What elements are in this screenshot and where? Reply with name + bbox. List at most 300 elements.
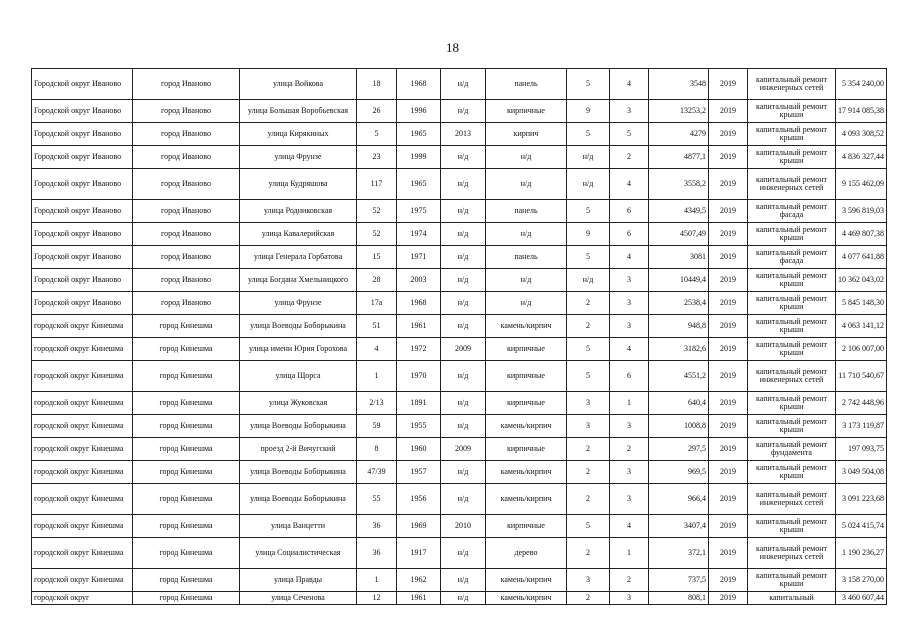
plan-year-cell: 2019 — [709, 269, 748, 292]
house-number-cell: 17а — [357, 292, 397, 315]
table-row — [32, 100, 887, 123]
district-cell: Городской округ Иваново — [32, 246, 133, 269]
plan-year-cell: 2019 — [709, 569, 748, 592]
area-cell: 3407,4 — [649, 515, 709, 538]
street-cell: улица Кавалерийская — [240, 223, 357, 246]
house-number-cell: 18 — [357, 69, 397, 100]
cost-cell: 197 093,75 — [836, 438, 887, 461]
street-cell: улица Воеводы Боборыкина — [240, 415, 357, 438]
house-number-cell: 1 — [357, 569, 397, 592]
floors-cell: 5 — [567, 123, 610, 146]
entrances-cell: 3 — [610, 461, 649, 484]
entrances-cell: 4 — [610, 169, 649, 200]
area-cell: 737,5 — [649, 569, 709, 592]
wall-material-cell: кирпичные — [486, 361, 567, 392]
city-cell: город Иваново — [133, 246, 240, 269]
entrances-cell: 4 — [610, 246, 649, 269]
year-built-cell: 1961 — [397, 315, 441, 338]
cost-cell: 2 106 007,00 — [836, 338, 887, 361]
city-cell: город Кинешма — [133, 461, 240, 484]
work-type-cell: капитальный ремонт инженерных сетей — [748, 169, 836, 200]
district-cell: городской округ Кинешма — [32, 315, 133, 338]
entrances-cell: 3 — [610, 100, 649, 123]
plan-year-cell: 2019 — [709, 69, 748, 100]
cost-cell: 2 742 448,96 — [836, 392, 887, 415]
wall-material-cell: н/д — [486, 292, 567, 315]
cost-cell: 3 460 607,44 — [836, 592, 887, 605]
wall-material-cell: камень/кирпич — [486, 592, 567, 605]
work-type-cell: капитальный ремонт крыши — [748, 515, 836, 538]
year-built-cell: 1971 — [397, 246, 441, 269]
year-built-cell: 1972 — [397, 338, 441, 361]
cost-cell: 4 077 641,88 — [836, 246, 887, 269]
area-cell: 966,4 — [649, 484, 709, 515]
plan-year-cell: 2019 — [709, 200, 748, 223]
area-cell: 3558,2 — [649, 169, 709, 200]
entrances-cell: 4 — [610, 515, 649, 538]
cost-cell: 3 173 119,87 — [836, 415, 887, 438]
cost-cell: 5 845 148,30 — [836, 292, 887, 315]
work-type-cell: капитальный ремонт крыши — [748, 292, 836, 315]
entrances-cell: 3 — [610, 484, 649, 515]
entrances-cell: 6 — [610, 361, 649, 392]
city-cell: город Кинешма — [133, 392, 240, 415]
wall-material-cell: кирпич — [486, 123, 567, 146]
table-row — [32, 146, 887, 169]
plan-year-cell: 2019 — [709, 146, 748, 169]
year-built-cell: 1968 — [397, 292, 441, 315]
plan-year-cell: 2019 — [709, 484, 748, 515]
plan-year-cell: 2019 — [709, 315, 748, 338]
street-cell: улица Ванцетти — [240, 515, 357, 538]
plan-year-cell: 2019 — [709, 246, 748, 269]
cost-cell: 4 093 308,52 — [836, 123, 887, 146]
plan-year-cell: 2019 — [709, 415, 748, 438]
floors-cell: 9 — [567, 100, 610, 123]
year-last-repair-cell: н/д — [441, 246, 486, 269]
district-cell: городской округ Кинешма — [32, 438, 133, 461]
city-cell: город Кинешма — [133, 338, 240, 361]
work-type-cell: капитальный ремонт крыши — [748, 100, 836, 123]
table-row — [32, 315, 887, 338]
street-cell: улица Воеводы Боборыкина — [240, 461, 357, 484]
table-row — [32, 392, 887, 415]
work-type-cell: капитальный ремонт крыши — [748, 146, 836, 169]
area-cell: 640,4 — [649, 392, 709, 415]
year-last-repair-cell: н/д — [441, 146, 486, 169]
district-cell: городской округ Кинешма — [32, 392, 133, 415]
city-cell: город Иваново — [133, 169, 240, 200]
area-cell: 4551,2 — [649, 361, 709, 392]
table-row — [32, 200, 887, 223]
year-built-cell: 1956 — [397, 484, 441, 515]
district-cell: Городской округ Иваново — [32, 146, 133, 169]
house-number-cell: 15 — [357, 246, 397, 269]
cost-cell: 9 155 462,09 — [836, 169, 887, 200]
city-cell: город Кинешма — [133, 438, 240, 461]
street-cell: улица Воеводы Боборыкина — [240, 484, 357, 515]
entrances-cell: 3 — [610, 269, 649, 292]
city-cell: город Иваново — [133, 200, 240, 223]
year-built-cell: 1969 — [397, 515, 441, 538]
city-cell: город Кинешма — [133, 515, 240, 538]
house-number-cell: 117 — [357, 169, 397, 200]
street-cell: улица Щорса — [240, 361, 357, 392]
work-type-cell: капитальный — [748, 592, 836, 605]
cost-cell: 3 091 223,68 — [836, 484, 887, 515]
entrances-cell: 2 — [610, 146, 649, 169]
plan-year-cell: 2019 — [709, 392, 748, 415]
entrances-cell: 3 — [610, 292, 649, 315]
street-cell: улица Кудряшова — [240, 169, 357, 200]
house-number-cell: 52 — [357, 200, 397, 223]
entrances-cell: 4 — [610, 69, 649, 100]
table-row — [32, 246, 887, 269]
district-cell: городской округ Кинешма — [32, 461, 133, 484]
work-type-cell: капитальный ремонт крыши — [748, 338, 836, 361]
table-row — [32, 223, 887, 246]
table-row — [32, 461, 887, 484]
year-built-cell: 1961 — [397, 592, 441, 605]
plan-year-cell: 2019 — [709, 538, 748, 569]
city-cell: город Иваново — [133, 223, 240, 246]
wall-material-cell: камень/кирпич — [486, 415, 567, 438]
plan-year-cell: 2019 — [709, 515, 748, 538]
area-cell: 3081 — [649, 246, 709, 269]
city-cell: город Иваново — [133, 146, 240, 169]
entrances-cell: 2 — [610, 569, 649, 592]
entrances-cell: 1 — [610, 538, 649, 569]
plan-year-cell: 2019 — [709, 438, 748, 461]
city-cell: город Кинешма — [133, 569, 240, 592]
area-cell: 948,8 — [649, 315, 709, 338]
district-cell: Городской округ Иваново — [32, 100, 133, 123]
plan-year-cell: 2019 — [709, 592, 748, 605]
plan-year-cell: 2019 — [709, 292, 748, 315]
year-last-repair-cell: 2010 — [441, 515, 486, 538]
floors-cell: 2 — [567, 292, 610, 315]
district-cell: городской округ Кинешма — [32, 538, 133, 569]
page-number: 18 — [446, 40, 459, 55]
house-number-cell: 4 — [357, 338, 397, 361]
street-cell: улица Социалистическая — [240, 538, 357, 569]
cost-cell: 11 710 540,67 — [836, 361, 887, 392]
year-last-repair-cell: н/д — [441, 361, 486, 392]
plan-year-cell: 2019 — [709, 100, 748, 123]
district-cell: городской округ Кинешма — [32, 569, 133, 592]
year-last-repair-cell: н/д — [441, 461, 486, 484]
street-cell: улица Генерала Горбатова — [240, 246, 357, 269]
year-last-repair-cell: н/д — [441, 269, 486, 292]
plan-year-cell: 2019 — [709, 169, 748, 200]
wall-material-cell: н/д — [486, 223, 567, 246]
work-type-cell: капитальный ремонт инженерных сетей — [748, 69, 836, 100]
floors-cell: н/д — [567, 146, 610, 169]
floors-cell: 3 — [567, 569, 610, 592]
area-cell: 3548 — [649, 69, 709, 100]
house-number-cell: 51 — [357, 315, 397, 338]
floors-cell: 5 — [567, 361, 610, 392]
year-built-cell: 1955 — [397, 415, 441, 438]
city-cell: город Кинешма — [133, 361, 240, 392]
city-cell: город Кинешма — [133, 538, 240, 569]
work-type-cell: капитальный ремонт крыши — [748, 223, 836, 246]
year-last-repair-cell: н/д — [441, 415, 486, 438]
floors-cell: н/д — [567, 169, 610, 200]
entrances-cell: 1 — [610, 392, 649, 415]
work-type-cell: капитальный ремонт крыши — [748, 269, 836, 292]
wall-material-cell: камень/кирпич — [486, 484, 567, 515]
area-cell: 13253,2 — [649, 100, 709, 123]
city-cell: город Иваново — [133, 123, 240, 146]
year-last-repair-cell: н/д — [441, 592, 486, 605]
year-last-repair-cell: 2009 — [441, 338, 486, 361]
work-type-cell: капитальный ремонт крыши — [748, 315, 836, 338]
year-built-cell: 1917 — [397, 538, 441, 569]
area-cell: 10449,4 — [649, 269, 709, 292]
wall-material-cell: камень/кирпич — [486, 315, 567, 338]
street-cell: улица Воеводы Боборыкина — [240, 315, 357, 338]
wall-material-cell: кирпичные — [486, 438, 567, 461]
entrances-cell: 3 — [610, 592, 649, 605]
entrances-cell: 6 — [610, 200, 649, 223]
year-built-cell: 1960 — [397, 438, 441, 461]
table-row — [32, 592, 887, 605]
house-number-cell: 36 — [357, 538, 397, 569]
table-row — [32, 569, 887, 592]
plan-year-cell: 2019 — [709, 123, 748, 146]
area-cell: 3182,6 — [649, 338, 709, 361]
table-row — [32, 69, 887, 100]
year-built-cell: 1962 — [397, 569, 441, 592]
area-cell: 808,1 — [649, 592, 709, 605]
district-cell: Городской округ Иваново — [32, 169, 133, 200]
plan-year-cell: 2019 — [709, 223, 748, 246]
year-last-repair-cell: н/д — [441, 392, 486, 415]
house-number-cell: 12 — [357, 592, 397, 605]
cost-cell: 3 158 270,00 — [836, 569, 887, 592]
entrances-cell: 6 — [610, 223, 649, 246]
floors-cell: 2 — [567, 461, 610, 484]
floors-cell: 5 — [567, 200, 610, 223]
floors-cell: 2 — [567, 438, 610, 461]
area-cell: 297,5 — [649, 438, 709, 461]
area-cell: 969,5 — [649, 461, 709, 484]
street-cell: улица Фрунзе — [240, 146, 357, 169]
year-built-cell: 1996 — [397, 100, 441, 123]
area-cell: 2538,4 — [649, 292, 709, 315]
district-cell: Городской округ Иваново — [32, 292, 133, 315]
house-number-cell: 1 — [357, 361, 397, 392]
wall-material-cell: камень/кирпич — [486, 569, 567, 592]
year-last-repair-cell: н/д — [441, 484, 486, 515]
table-row — [32, 169, 887, 200]
street-cell: улица Правды — [240, 569, 357, 592]
table-row — [32, 438, 887, 461]
city-cell: город Кинешма — [133, 415, 240, 438]
floors-cell: 3 — [567, 392, 610, 415]
work-type-cell: капитальный ремонт крыши — [748, 415, 836, 438]
wall-material-cell: н/д — [486, 169, 567, 200]
table-row — [32, 361, 887, 392]
table-row — [32, 484, 887, 515]
floors-cell: 5 — [567, 515, 610, 538]
wall-material-cell: кирпичные — [486, 100, 567, 123]
year-last-repair-cell: 2009 — [441, 438, 486, 461]
work-type-cell: капитальный ремонт инженерных сетей — [748, 538, 836, 569]
table-row — [32, 269, 887, 292]
table-row — [32, 292, 887, 315]
cost-cell: 4 063 141,12 — [836, 315, 887, 338]
wall-material-cell: панель — [486, 200, 567, 223]
year-built-cell: 1974 — [397, 223, 441, 246]
street-cell: улица имени Юрия Горохова — [240, 338, 357, 361]
work-type-cell: капитальный ремонт крыши — [748, 123, 836, 146]
floors-cell: 5 — [567, 338, 610, 361]
year-last-repair-cell: н/д — [441, 538, 486, 569]
year-built-cell: 1968 — [397, 69, 441, 100]
city-cell: город Кинешма — [133, 315, 240, 338]
street-cell: улица Родниковская — [240, 200, 357, 223]
floors-cell: н/д — [567, 269, 610, 292]
year-last-repair-cell: н/д — [441, 223, 486, 246]
plan-year-cell: 2019 — [709, 361, 748, 392]
year-last-repair-cell: н/д — [441, 569, 486, 592]
area-cell: 4349,5 — [649, 200, 709, 223]
year-built-cell: 1975 — [397, 200, 441, 223]
wall-material-cell: кирпичные — [486, 392, 567, 415]
area-cell: 372,1 — [649, 538, 709, 569]
district-cell: городской округ Кинешма — [32, 515, 133, 538]
city-cell: город Иваново — [133, 69, 240, 100]
work-type-cell: капитальный ремонт крыши — [748, 392, 836, 415]
house-number-cell: 55 — [357, 484, 397, 515]
entrances-cell: 2 — [610, 438, 649, 461]
table-body — [32, 69, 887, 605]
wall-material-cell: камень/кирпич — [486, 461, 567, 484]
cost-cell: 3 049 504,08 — [836, 461, 887, 484]
wall-material-cell: панель — [486, 246, 567, 269]
district-cell: Городской округ Иваново — [32, 223, 133, 246]
district-cell: Городской округ Иваново — [32, 269, 133, 292]
street-cell: улица Большая Воробьевская — [240, 100, 357, 123]
house-number-cell: 8 — [357, 438, 397, 461]
year-last-repair-cell: н/д — [441, 292, 486, 315]
cost-cell: 10 362 043,02 — [836, 269, 887, 292]
street-cell: улица Фрунзе — [240, 292, 357, 315]
table-row — [32, 415, 887, 438]
wall-material-cell: кирпичные — [486, 515, 567, 538]
entrances-cell: 3 — [610, 315, 649, 338]
year-built-cell: 1957 — [397, 461, 441, 484]
floors-cell: 3 — [567, 415, 610, 438]
year-last-repair-cell: н/д — [441, 200, 486, 223]
house-number-cell: 2/13 — [357, 392, 397, 415]
district-cell: городской округ Кинешма — [32, 338, 133, 361]
house-number-cell: 59 — [357, 415, 397, 438]
area-cell: 4877,1 — [649, 146, 709, 169]
entrances-cell: 4 — [610, 338, 649, 361]
cost-cell: 1 190 236,27 — [836, 538, 887, 569]
cost-cell: 17 914 085,38 — [836, 100, 887, 123]
house-number-cell: 23 — [357, 146, 397, 169]
work-type-cell: капитальный ремонт крыши — [748, 569, 836, 592]
city-cell: город Иваново — [133, 269, 240, 292]
table-row — [32, 538, 887, 569]
street-cell: улица Жуковская — [240, 392, 357, 415]
floors-cell: 9 — [567, 223, 610, 246]
floors-cell: 2 — [567, 484, 610, 515]
year-last-repair-cell: н/д — [441, 100, 486, 123]
district-cell: Городской округ Иваново — [32, 200, 133, 223]
entrances-cell: 3 — [610, 415, 649, 438]
table-row — [32, 338, 887, 361]
table-row — [32, 515, 887, 538]
house-number-cell: 26 — [357, 100, 397, 123]
year-built-cell: 1970 — [397, 361, 441, 392]
house-number-cell: 47/39 — [357, 461, 397, 484]
wall-material-cell: панель — [486, 69, 567, 100]
year-last-repair-cell: н/д — [441, 69, 486, 100]
work-type-cell: капитальный ремонт инженерных сетей — [748, 484, 836, 515]
table-row — [32, 123, 887, 146]
city-cell: город Кинешма — [133, 592, 240, 605]
street-cell: проезд 2-й Вичугский — [240, 438, 357, 461]
city-cell: город Кинешма — [133, 484, 240, 515]
street-cell: улица Богдана Хмельницкого — [240, 269, 357, 292]
area-cell: 4507,49 — [649, 223, 709, 246]
wall-material-cell: н/д — [486, 269, 567, 292]
cost-cell: 5 024 415,74 — [836, 515, 887, 538]
house-number-cell: 52 — [357, 223, 397, 246]
area-cell: 1008,8 — [649, 415, 709, 438]
cost-cell: 4 469 807,38 — [836, 223, 887, 246]
street-cell: улица Сеченова — [240, 592, 357, 605]
floors-cell: 2 — [567, 592, 610, 605]
work-type-cell: капитальный ремонт инженерных сетей — [748, 361, 836, 392]
wall-material-cell: кирпичные — [486, 338, 567, 361]
district-cell: городской округ Кинешма — [32, 484, 133, 515]
year-built-cell: 1965 — [397, 169, 441, 200]
floors-cell: 2 — [567, 315, 610, 338]
district-cell: городской округ Кинешма — [32, 361, 133, 392]
entrances-cell: 5 — [610, 123, 649, 146]
year-built-cell: 1965 — [397, 123, 441, 146]
cost-cell: 5 354 240,00 — [836, 69, 887, 100]
year-last-repair-cell: н/д — [441, 315, 486, 338]
work-type-cell: капитальный ремонт фасада — [748, 246, 836, 269]
work-type-cell: капитальный ремонт фасада — [748, 200, 836, 223]
district-cell: Городской округ Иваново — [32, 69, 133, 100]
year-last-repair-cell: н/д — [441, 169, 486, 200]
floors-cell: 5 — [567, 246, 610, 269]
year-last-repair-cell: 2013 — [441, 123, 486, 146]
plan-year-cell: 2019 — [709, 461, 748, 484]
area-cell: 4279 — [649, 123, 709, 146]
floors-cell: 2 — [567, 538, 610, 569]
cost-cell: 3 596 819,03 — [836, 200, 887, 223]
year-built-cell: 1999 — [397, 146, 441, 169]
district-cell: городской округ Кинешма — [32, 415, 133, 438]
wall-material-cell: н/д — [486, 146, 567, 169]
house-number-cell: 28 — [357, 269, 397, 292]
floors-cell: 5 — [567, 69, 610, 100]
work-type-cell: капитальный ремонт крыши — [748, 461, 836, 484]
plan-year-cell: 2019 — [709, 338, 748, 361]
house-number-cell: 36 — [357, 515, 397, 538]
repair-program-table — [31, 68, 887, 605]
house-number-cell: 5 — [357, 123, 397, 146]
